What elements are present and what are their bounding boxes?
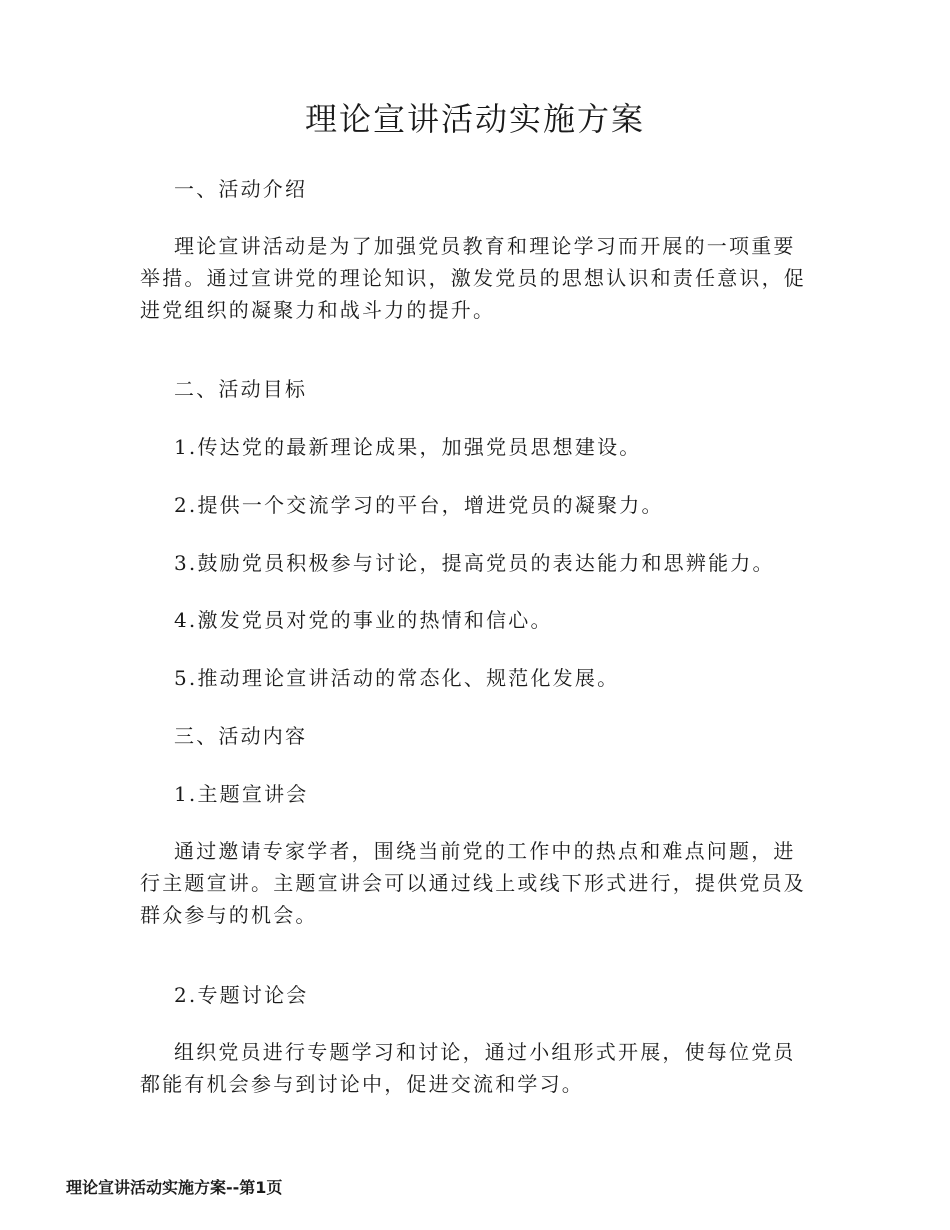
goal-item: 3.鼓励党员积极参与讨论，提高党员的表达能力和思辨能力。 — [174, 551, 775, 575]
page-footer: 理论宣讲活动实施方案--第1页 — [66, 1178, 283, 1197]
subsection-heading-lecture: 1.主题宣讲会 — [174, 782, 309, 806]
goal-item: 5.推动理论宣讲活动的常态化、规范化发展。 — [174, 666, 620, 690]
paragraph-lecture: 通过邀请专家学者，围绕当前党的工作中的热点和难点问题，进行主题宣讲。主题宣讲会可以通过线上或线下形式进行，提供党员及群众参与的机会。 — [140, 839, 806, 927]
section-heading-intro: 一、活动介绍 — [174, 177, 308, 201]
subsection-heading-discussion: 2.专题讨论会 — [174, 983, 309, 1007]
paragraph-discussion: 组织党员进行专题学习和讨论，通过小组形式开展，使每位党员都能有机会参与到讨论中，促进交流和学习。 — [140, 1040, 796, 1096]
goal-item: 2.提供一个交流学习的平台，增进党员的凝聚力。 — [174, 493, 664, 517]
goal-item: 1.传达党的最新理论成果，加强党员思想建设。 — [174, 435, 642, 459]
page-title: 理论宣讲活动实施方案 — [304, 100, 645, 138]
section-heading-goals: 二、活动目标 — [174, 377, 308, 401]
goal-item: 4.激发党员对党的事业的热情和信心。 — [174, 608, 553, 632]
section-heading-content: 三、活动内容 — [174, 724, 308, 748]
paragraph-intro: 理论宣讲活动是为了加强党员教育和理论学习而开展的一项重要举措。通过宣讲党的理论知识，激发党员的思想认识和责任意识，促进党组织的凝聚力和战斗力的提升。 — [140, 234, 806, 322]
